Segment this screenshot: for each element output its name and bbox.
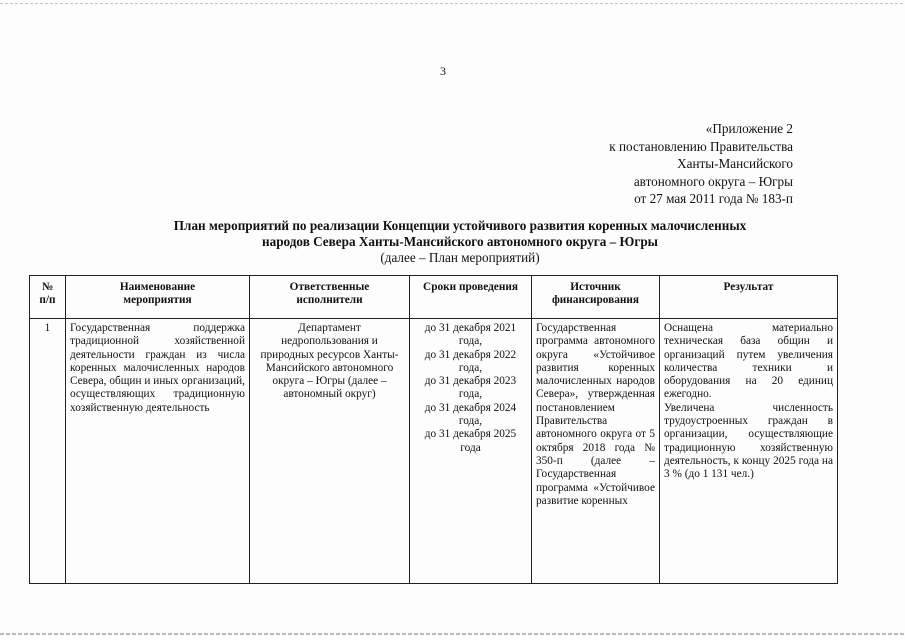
table-header-row [30, 276, 838, 319]
header-result: Результат [660, 276, 838, 319]
header-number: № п/п [30, 276, 66, 319]
plan-title-line-1: План мероприятий по реализации Концепции устойчивого развития коренных малочисленных [173, 218, 747, 233]
term-item: до 31 декабря 2024 года, [424, 401, 517, 428]
header-terms: Сроки проведения [410, 276, 532, 319]
cell-number: 1 [30, 319, 66, 584]
term-item: до 31 декабря 2021 года, [424, 322, 517, 348]
appendix-line: к постановлению Правительства [609, 138, 793, 154]
header-responsible: Ответственные исполнители [250, 276, 410, 319]
result-paragraph-2: Увеличена численность трудоустроенных граждан в организации, осуществляющие традиционную хозяйственную деятельность, к концу 2025 года на 3 % (до 1 131 чел.) [664, 401, 833, 481]
cell-terms [410, 319, 532, 584]
scan-edge-top [0, 3, 905, 4]
page-number: 3 [440, 64, 446, 78]
cell-responsible: Департамент недропользования и природных ресурсов Ханты-Мансийского автономного округа – Югры (далее – автономный округ) [250, 319, 410, 584]
plan-table [29, 275, 838, 584]
term-item: до 31 декабря 2023 года, [424, 375, 517, 401]
appendix-line: Ханты-Мансийского [677, 156, 793, 172]
plan-title-line-2: народов Севера Ханты-Мансийского автономного округа – Югры [262, 234, 658, 249]
cell-source: Государственная программа автономного округа «Устойчивое развития коренных малочисленных народов Севера», утвержденная постановлением Правительства автономного округа от 5 октября 2018 года № 350-п (далее – Государственная программа «Устойчивое развитие коренных [532, 319, 660, 584]
scan-edge-bottom [0, 633, 905, 635]
plan-subtitle: (далее – План мероприятий) [380, 250, 540, 265]
term-item: до 31 декабря 2025 года [424, 428, 517, 454]
header-name: Наименование мероприятия [66, 276, 250, 319]
appendix-line: от 27 мая 2011 года № 183-п [634, 191, 793, 207]
header-source: Источник финансирования [532, 276, 660, 319]
result-paragraph-1: Оснащена материально техническая база общин и организаций путем увеличения количества техники и оборудования на 20 единиц ежегодно. [664, 322, 833, 401]
term-item: до 31 декабря 2022 года, [424, 348, 517, 374]
plan-title [110, 218, 810, 250]
cell-name: Государственная поддержка традиционной хозяйственной деятельности граждан из числа коренных малочисленных народов Севера, общин и иных организаций, осуществляющих традиционную хозяйственную деятельность [66, 319, 250, 584]
appendix-line: автономного округа – Югры [633, 173, 793, 189]
appendix-reference [609, 120, 793, 208]
cell-result [660, 319, 838, 584]
appendix-line: «Приложение 2 [705, 121, 793, 136]
table-row [30, 319, 838, 584]
